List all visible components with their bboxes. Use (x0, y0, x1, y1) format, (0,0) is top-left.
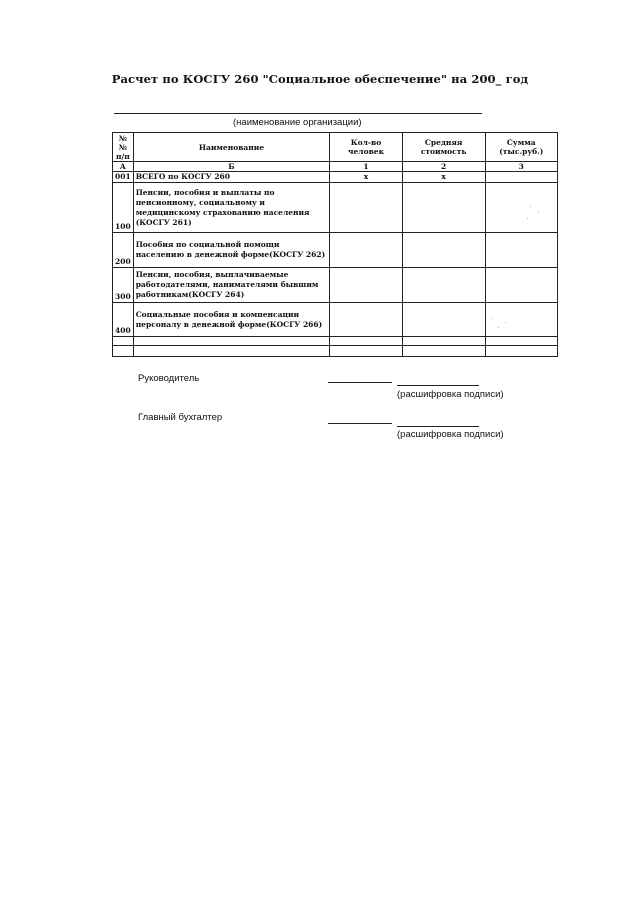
row-code: 100 (113, 183, 134, 233)
index-cell: 3 (485, 162, 557, 172)
avg-cell (402, 303, 485, 337)
avg-cell (402, 268, 485, 303)
qty-cell (330, 183, 402, 233)
row-name: Пособия по социальной помощи населению в денежной форме(КОСГУ 262) (133, 233, 330, 268)
scan-speckle (538, 212, 539, 213)
qty-cell (330, 303, 402, 337)
qty-cell (330, 233, 402, 268)
sum-cell (485, 268, 557, 303)
scan-speckle (498, 327, 499, 328)
head-name-line (397, 385, 479, 386)
qty-cell (330, 268, 402, 303)
scan-speckle (505, 322, 506, 323)
table-row (113, 183, 558, 233)
document-title: Расчет по КОСГУ 260 "Социальное обеспечение" на 200_ год (111, 72, 529, 86)
head-label: Руководитель (138, 373, 200, 384)
index-cell: 2 (402, 162, 485, 172)
row-code: 001 (113, 172, 134, 183)
index-cell: А (113, 162, 134, 172)
index-cell: Б (133, 162, 330, 172)
avg-cell (402, 183, 485, 233)
table-header-row (113, 133, 558, 162)
empty-row (113, 346, 558, 357)
accountant-label: Главный бухгалтер (138, 412, 223, 423)
table-row (113, 303, 558, 337)
head-signature-line (328, 382, 392, 383)
row-code: 400 (113, 303, 134, 337)
row-name: Пенсии, пособия и выплаты по пенсионному, социальному и медицинскому страхованию населения (КОСГУ 261) (133, 183, 330, 233)
qty-cell: х (330, 172, 402, 183)
header-sum: Сумма (тыс.руб.) (485, 133, 557, 162)
accountant-caption: (расшифровка подписи) (397, 429, 504, 440)
organization-caption: (наименование организации) (233, 117, 362, 128)
row-name: Пенсии, пособия, выплачиваемые работодателями, нанимателями бывшим работникам(КОСГУ 264) (133, 268, 330, 303)
scan-speckle (492, 318, 493, 319)
avg-cell (402, 233, 485, 268)
sum-cell (485, 233, 557, 268)
index-row (113, 162, 558, 172)
index-cell: 1 (330, 162, 402, 172)
header-num: №№ п/п (113, 133, 134, 162)
organization-name-line (114, 113, 482, 114)
row-code: 300 (113, 268, 134, 303)
calculation-table (112, 132, 558, 357)
table-row (113, 233, 558, 268)
row-code: 200 (113, 233, 134, 268)
empty-row (113, 337, 558, 346)
sum-cell (485, 303, 557, 337)
total-row (113, 172, 558, 183)
accountant-signature-line (328, 423, 392, 424)
row-name: Социальные пособия и компенсации персоналу в денежной форме(КОСГУ 266) (133, 303, 330, 337)
header-avg: Средняя стоимость (402, 133, 485, 162)
header-qty: Кол-во человек (330, 133, 402, 162)
header-name: Наименование (133, 133, 330, 162)
table-row (113, 268, 558, 303)
accountant-name-line (397, 426, 479, 427)
scan-speckle (527, 218, 528, 219)
avg-cell: х (402, 172, 485, 183)
sum-cell (485, 172, 557, 183)
sum-cell (485, 183, 557, 233)
row-name: ВСЕГО по КОСГУ 260 (133, 172, 330, 183)
scan-speckle (530, 206, 531, 207)
head-caption: (расшифровка подписи) (397, 389, 504, 400)
